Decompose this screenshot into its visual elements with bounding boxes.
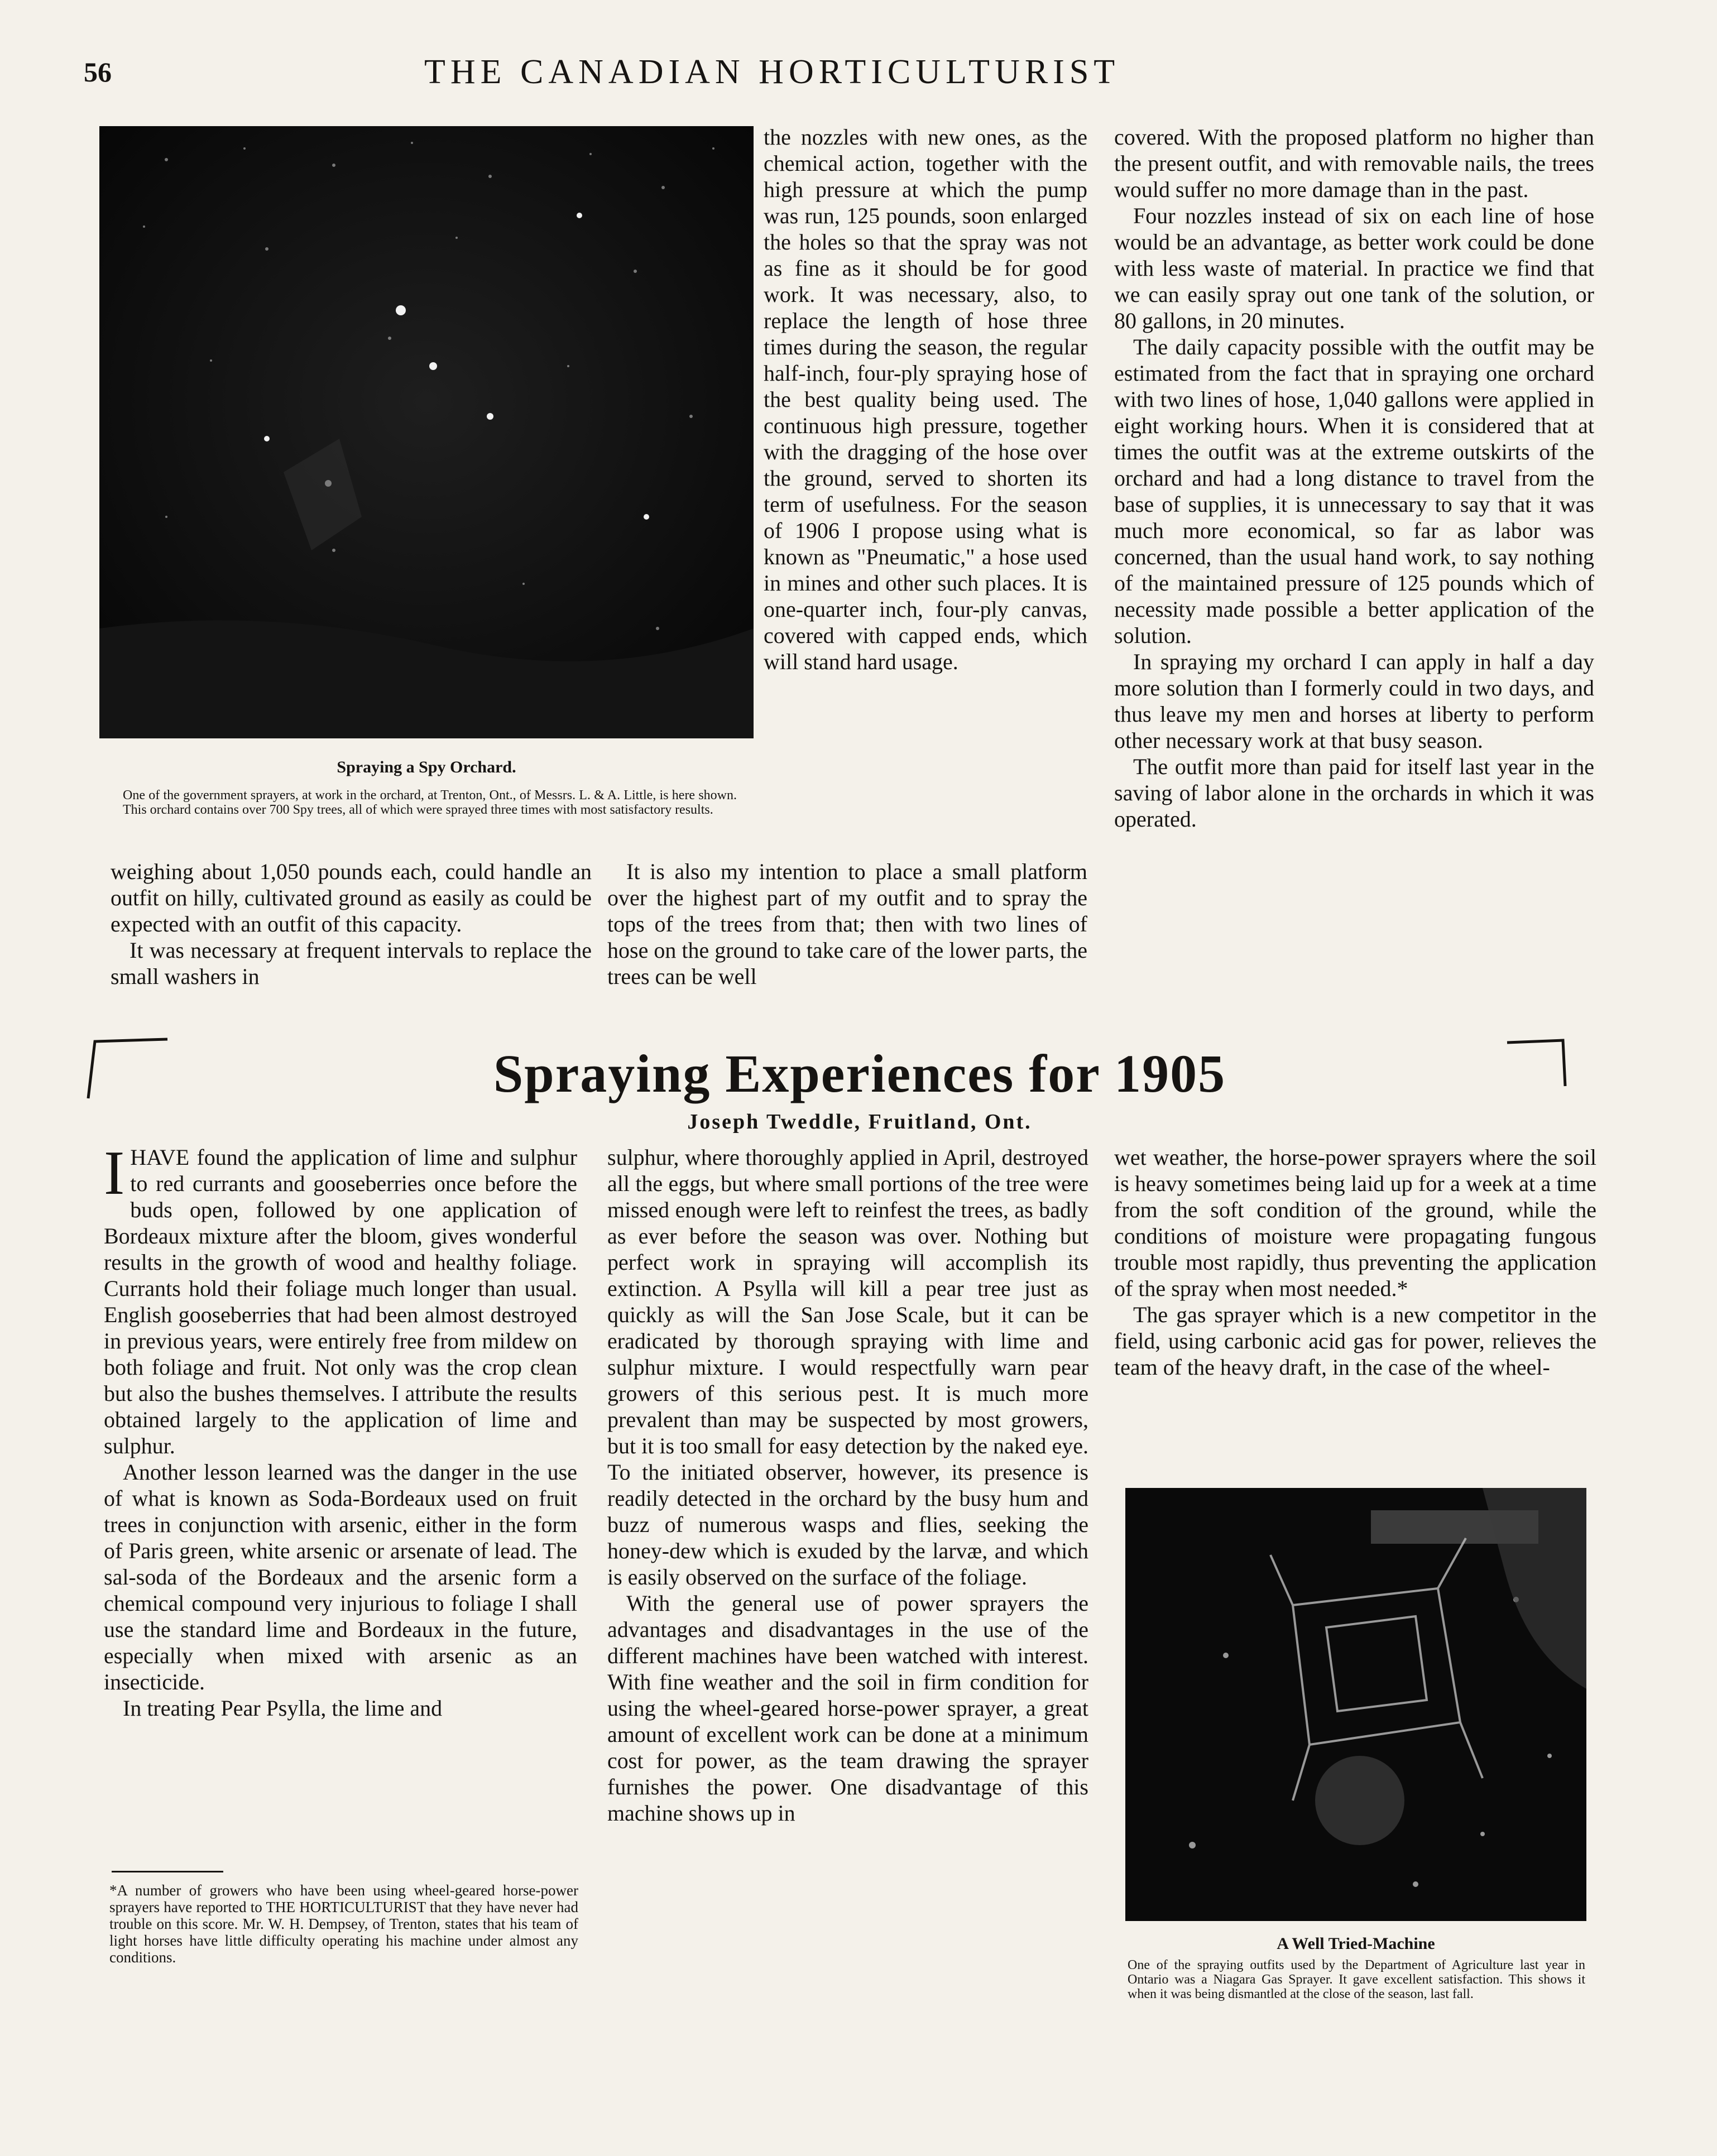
- paragraph: The gas sprayer which is a new competitor in the field, using carbonic acid gas for power, relieves the team of the heavy draft, in the case of the wheel-: [1114, 1302, 1596, 1380]
- footnote-rule: [112, 1871, 223, 1872]
- sprayer-machine-photo-image: [1125, 1488, 1586, 1921]
- paragraph: It was necessary at frequent intervals to replace the small washers in: [111, 938, 592, 989]
- footnote: *A number of growers who have been using wheel-geared horse-power sprayers have reported to THE HORTICULTURIST that they have never had trouble on this score. Mr. W. H. Dempsey, of Trenton, states that his team of light horses have little difficulty operating his machine under almost any conditions.: [109, 1882, 578, 1966]
- paragraph: In treating Pear Psylla, the lime and: [123, 1696, 443, 1721]
- article-column-2: [607, 1144, 1088, 1826]
- paragraph: covered. With the proposed platform no higher than the present outfit, and with removable nails, the trees would suffer no more damage than in the past.: [1114, 124, 1594, 202]
- headline-corner-right: [1502, 1030, 1574, 1092]
- paragraph: It is also my intention to place a small platform over the highest part of my outfit and to spray the tops of the trees from that; then with two lines of hose on the ground to take care of the lower parts, the trees can be well: [607, 859, 1087, 989]
- top-article-middle-column-bottom: [607, 858, 1087, 990]
- paragraph: sulphur, where thoroughly applied in April, destroyed all the eggs, but where small portions of the tree were missed enough were left to reinfest the trees, as badly as ever before the season was over. Nothing but perfect work in spraying will accomplish its extinction. A Psylla will kill a pear tree just as quickly as will the San Jose Scale, but it can be eradicated by thorough spraying with lime and sulphur mixture. I would respectfully warn pear growers of this serious pest. It is much more prevalent than may be suspected by most growers, but it is too small for easy detection by the naked eye. To the initiated observer, however, its presence is readily detected in the orchard by the busy hum and buzz of numerous wasps and flies, seeking the honey-dew which is exuded by the larvæ, and which is easily observed on the surface of the foliage.: [607, 1145, 1088, 1590]
- top-article-right-column: [1114, 124, 1594, 832]
- paragraph: wet weather, the horse-power sprayers where the soil is heavy sometimes being laid up for a week at a time from the soft condition of the ground, while the conditions of moisture were propagating fungous trouble most rapidly, thus preventing the application of the spray when most needed.*: [1114, 1145, 1596, 1301]
- orchard-photo-image: [99, 126, 754, 738]
- top-article-left-column: [111, 858, 592, 990]
- paragraph: [104, 1139, 577, 1459]
- article-column-1: [104, 1139, 577, 1721]
- paragraph: Another lesson learned was the danger in the use of what is known as Soda-Bordeaux used on fruit trees in conjunction with arsenic, either in the form of Paris green, white arsenic or arsenate of lead. The sal-soda of the Bordeaux and the arsenic form a chemical compound very injurious to foliage I shall use the standard lime and Bordeaux in the future, especially when mixed with arsenic as an insecticide.: [104, 1459, 577, 1694]
- article-column-3: [1114, 1144, 1596, 1380]
- drop-cap: I: [104, 1139, 125, 1208]
- figure2-title: A Well Tried-Machine: [1277, 1934, 1435, 1953]
- paragraph: The daily capacity possible with the outfit may be estimated from the fact that in spraying one orchard with two lines of hose, 1,040 gallons were applied in eight working hours. When it is considered that at times the outfit was at the extreme outskirts of the orchard and had a long distance to travel from the base of supplies, it is unnecessary to say that it was much more economical, so far as labor was concerned, than the usual hand work, to say nothing of the maintained pressure of 125 pounds which of necessity made possible a better application of the solution.: [1114, 334, 1594, 648]
- figure1-title: Spraying a Spy Orchard.: [337, 758, 516, 776]
- journal-title: THE CANADIAN HORTICULTURIST: [424, 53, 1120, 91]
- paragraph: In spraying my orchard I can apply in half a day more solution than I formerly could in two days, and thus leave my men and horses at liberty to perform other necessary work at that busy season.: [1114, 649, 1594, 753]
- paragraph: Four nozzles instead of six on each line of hose would be an advantage, as better work could be done with less waste of material. In practice we find that we can easily spray out one tank of the solution, or 80 gallons, in 20 minutes.: [1114, 203, 1594, 333]
- article-byline: Joseph Tweddle, Fruitland, Ont.: [687, 1110, 1032, 1134]
- top-article-middle-column: [764, 124, 1087, 675]
- figure2-caption: One of the spraying outfits used by the Department of Agriculture last year in Ontario was a Niagara Gas Sprayer. It gave excellent satisfaction. This shows it when it was being dismantled at the close of the season, last fall.: [1128, 1958, 1585, 2001]
- headline-corner-left: [78, 1037, 173, 1104]
- orchard-photo: [99, 126, 754, 738]
- page-number: 56: [84, 56, 112, 88]
- article-headline: Spraying Experiences for 1905: [493, 1044, 1226, 1103]
- paragraph: With the general use of power sprayers the advantages and disadvantages in the use of the different machines have been watched with interest. With fine weather and the soil in firm condition for using the wheel-geared horse-power sprayer, a great amount of excellent work can be done at a minimum cost for power, as the team drawing the sprayer furnishes the power. One disadvantage of this machine shows up in: [607, 1591, 1088, 1826]
- paragraph: The outfit more than paid for itself last year in the saving of labor alone in the orchards in which it was operated.: [1114, 754, 1594, 832]
- figure1-caption: One of the government sprayers, at work in the orchard, at Trenton, Ont., of Messrs. L. & A. Little, is here shown. This orchard contains over 700 Spy trees, all of which were sprayed three times with most satisfactory results.: [123, 788, 737, 817]
- sprayer-machine-photo: [1125, 1488, 1586, 1921]
- paragraph: weighing about 1,050 pounds each, could handle an outfit on hilly, cultivated ground as easily as could be expected with an outfit of this capacity.: [111, 859, 592, 937]
- paragraph-text: HAVE found the application of lime and sulphur to red currants and gooseberries once before the buds open, followed by one application of Bordeaux mixture after the bloom, gives wonderful results in the growth of wood and healthy foliage. Currants hold their foliage much longer than usual. English gooseberries that had been almost destroyed in previous years, were entirely free from mildew on both foliage and fruit. Not only was the crop clean but also the bushes themselves. I attribute the results obtained largely to the application of lime and sulphur.: [104, 1145, 577, 1458]
- paragraph: the nozzles with new ones, as the chemical action, together with the high pressure at which the pump was run, 125 pounds, soon enlarged the holes so that the spray was not as fine as it should be for good work. It was necessary, also, to replace the length of hose three times during the season, the regular half-inch, four-ply spraying hose of the best quality being used. The continuous high pressure, together with the dragging of the hose over the ground, served to shorten its term of usefulness. For the season of 1906 I propose using what is known as "Pneumatic," a hose used in mines and other such places. It is one-quarter inch, four-ply canvas, covered with capped ends, which will stand hard usage.: [764, 124, 1087, 674]
